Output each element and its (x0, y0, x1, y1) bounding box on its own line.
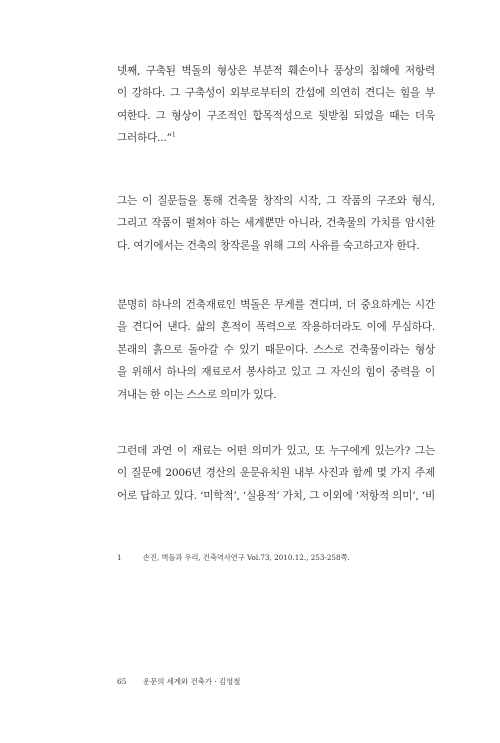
paragraph-3 (117, 294, 435, 406)
text-line: 그런데 과연 이 재료는 어떤 의미가 있고, 또 누구에게 있는가? 그는 (117, 445, 435, 457)
paragraph-2 (117, 190, 435, 257)
text-line: 분명히 하나의 건축재료인 벽돌은 무게를 견디며, 더 중요하게는 시간 (117, 299, 435, 311)
text-line: 이 강하다. 그 구축성이 외부로부터의 간섭에 의연히 견디는 힘을 부 (117, 87, 435, 100)
text-line: 다. 여기에서는 건축의 창작론을 위해 그의 사유를 숙고하고자 한다. (117, 239, 420, 252)
text-line: 을 위해서 하나의 재료로서 봉사하고 있고 그 자신의 힘이 중력을 이 (117, 366, 435, 379)
text-line: 을 견디어 낸다. 삶의 흔적이 폭력으로 작용하더라도 이에 무심하다. (117, 321, 435, 334)
text-line (117, 127, 435, 149)
running-title: 운문의 세계와 건축가 · 김영철 (143, 677, 241, 686)
footnote-number: 1 (117, 553, 122, 562)
text-line: 겨내는 한 이는 스스로 의미가 있다. (117, 388, 277, 401)
page-number: 65 (117, 677, 127, 686)
footnote-text: 손진, 벽돌과 우리, 건축역사연구 Vol.73, 2010.12., 253-258쪽. (143, 553, 350, 562)
text-line: 넷째, 구축된 벽돌의 형상은 부분적 훼손이나 풍상의 침해에 저항력 (117, 65, 435, 77)
text-line: 그는 이 질문들을 통해 건축물 창작의 시작, 그 작품의 구조와 형식, (117, 195, 435, 207)
text-line: 여한다. 그 형상이 구조적인 합목적성으로 뒷받침 되었을 때는 더욱 (117, 109, 435, 122)
footnote-reference: 1 (171, 131, 176, 139)
text-line: 이 질문에 2006년 경산의 운문유치원 내부 사진과 함께 몇 가지 주제 (117, 467, 435, 480)
text-line: 그리고 작품이 펼쳐야 하는 세계뿐만 아니라, 건축물의 가치를 암시한 (117, 217, 435, 230)
text-line-content: 그러하다...” (117, 132, 172, 145)
paragraph-1 (117, 60, 435, 150)
page-footer (117, 676, 240, 688)
paragraph-4 (117, 440, 435, 507)
text-line: 본래의 흙으로 돌아갈 수 있기 때문이다. 스스로 건축물이라는 형상 (117, 343, 435, 356)
text-line: 어로 답하고 있다. ‘미학적’, ‘실용적’ 가치, 그 이외에 ‘저항적 의미’, ‘비 (117, 489, 435, 502)
footnote (117, 552, 437, 564)
